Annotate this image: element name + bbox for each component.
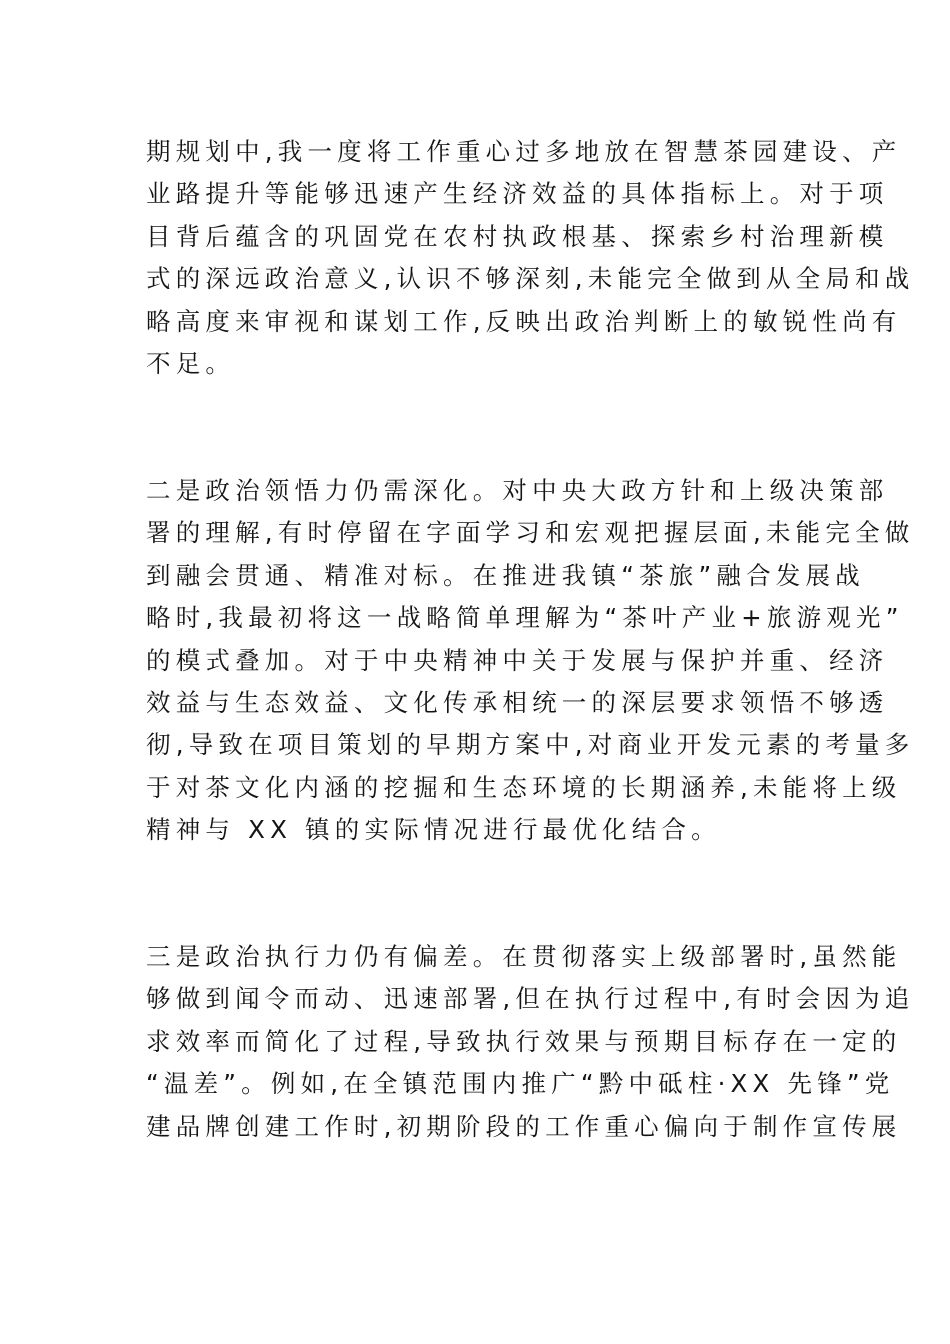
text-line: 彻,导致在项目策划的早期方案中,对商业开发元素的考量多	[146, 730, 915, 759]
text-line: 署的理解,有时停留在字面学习和宏观把握层面,未能完全做	[146, 518, 915, 547]
text-line: 三是政治执行力仍有偏差。在贯彻落实上级部署时,虽然能	[146, 942, 902, 971]
text-line: 略时,我最初将这一战略简单理解为“茶叶产业+旅游观光”	[146, 603, 904, 632]
text-line: 目背后蕴含的巩固党在农村执政根基、探索乡村治理新模	[146, 222, 889, 251]
text-line: “温差”。例如,在全镇范围内推广“黔中砥柱·XX 先锋”党	[146, 1069, 895, 1098]
text-line: 期规划中,我一度将工作重心过多地放在智慧茶园建设、产	[146, 137, 902, 166]
text-line: 不足。	[146, 349, 236, 378]
text-line: 略高度来审视和谋划工作,反映出政治判断上的敏锐性尚有	[146, 307, 902, 336]
text-line: 二是政治领悟力仍需深化。对中央大政方针和上级决策部	[146, 476, 889, 505]
text-line: 的模式叠加。对于中央精神中关于发展与保护并重、经济	[146, 646, 889, 675]
text-line: 式的深远政治意义,认识不够深刻,未能完全做到从全局和战	[146, 264, 915, 293]
text-line: 求效率而简化了过程,导致执行效果与预期目标存在一定的	[146, 1027, 902, 1056]
text-line: 于对茶文化内涵的挖掘和生态环境的长期涵养,未能将上级	[146, 773, 902, 802]
text-line: 业路提升等能够迅速产生经济效益的具体指标上。对于项	[146, 179, 889, 208]
text-line: 精神与 XX 镇的实际情况进行最优化结合。	[146, 815, 721, 844]
text-line: 效益与生态效益、文化传承相统一的深层要求领悟不够透	[146, 688, 889, 717]
text-line: 建品牌创建工作时,初期阶段的工作重心偏向于制作宣传展	[146, 1112, 902, 1141]
text-line: 够做到闻令而动、迅速部署,但在执行过程中,有时会因为追	[146, 984, 915, 1013]
text-line: 到融会贯通、精准对标。在推进我镇“茶旅”融合发展战	[146, 561, 865, 590]
